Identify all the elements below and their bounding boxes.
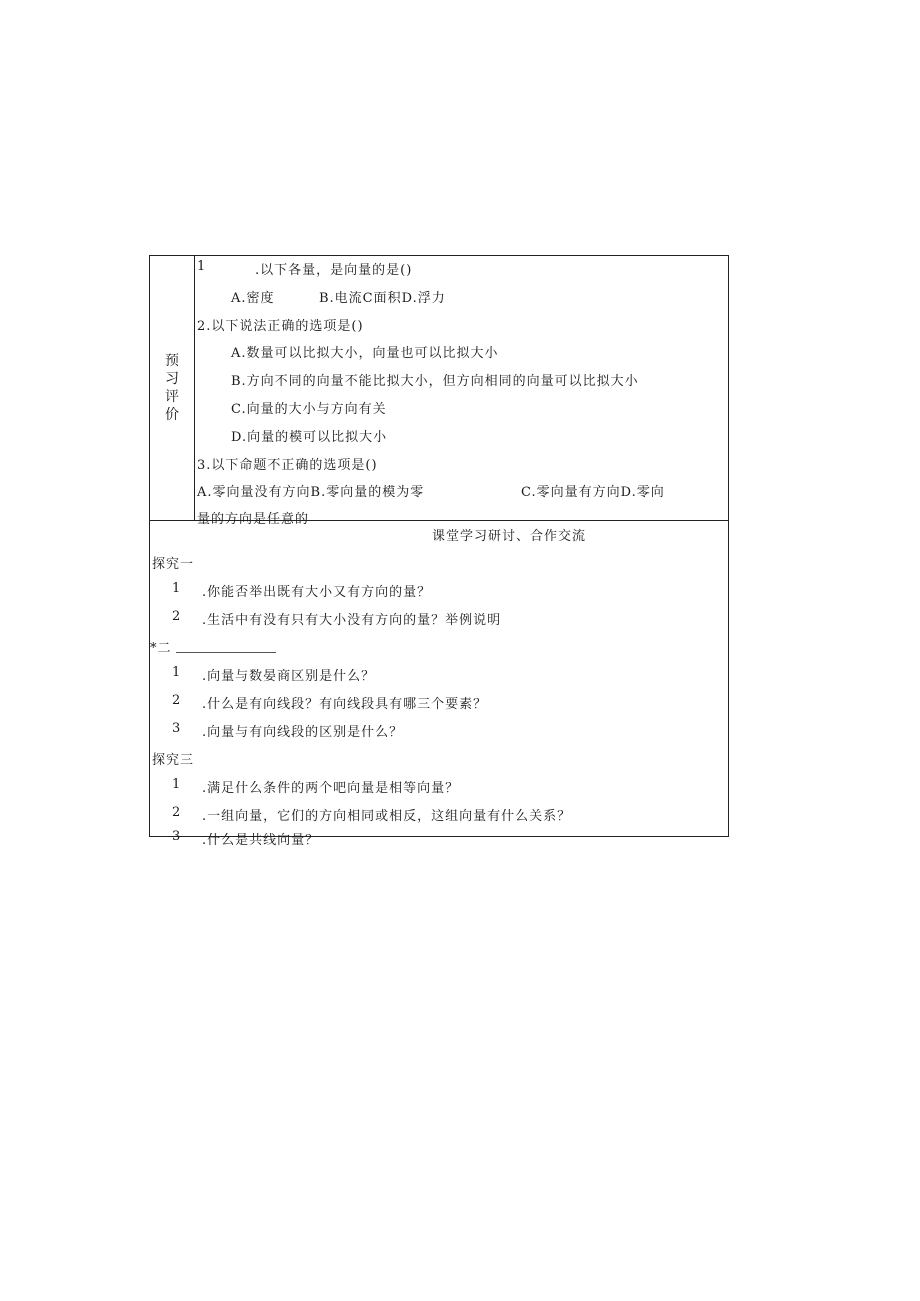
explore-2-item-1-text: .向量与数晏商区别是什么？: [202, 669, 376, 684]
explore-2-heading-underline: [176, 652, 276, 653]
explore-1-item-2-number: 2: [172, 609, 181, 624]
explore-2-item-2-number: 2: [172, 693, 181, 708]
question-2-text: 2.以下说法正确的选项是(): [197, 319, 364, 334]
preview-label-cell: [150, 256, 195, 520]
question-2-option-c: C.向量的大小与方向有关: [231, 402, 387, 417]
worksheet-table: [149, 255, 729, 848]
explore-3-heading: 探究三: [152, 753, 195, 768]
explore-2-item-2-text: .什么是有向线段？有向线段具有哪三个要素？: [202, 697, 488, 712]
question-2-option-a: A.数量可以比拟大小，向量也可以比拟大小: [231, 346, 499, 361]
explore-2-item-3-text: .向量与有向线段的区别是什么？: [202, 725, 404, 740]
question-3-continuation: 量的方向是任意的: [197, 512, 310, 527]
question-1-option-a: A.密度: [231, 291, 275, 306]
explore-1-item-1-number: 1: [172, 581, 181, 596]
question-2-option-d: D.向量的模可以比拟大小: [231, 430, 388, 445]
explore-3-item-2-number: 2: [172, 805, 181, 820]
question-3-options-ab: A.零向量没有方向B.零向量的模为零: [197, 485, 425, 500]
preview-evaluation-row: [150, 256, 728, 527]
explore-3-item-3-text: .什么是共线向量？: [202, 833, 320, 848]
explore-3-item-1-number: 1: [172, 777, 181, 792]
question-1-text: .以下各量，是向量的是(): [255, 263, 413, 278]
question-3-options-cd: C.零向量有方向D.零向: [521, 485, 665, 500]
explore-3-item-2-text: .一组向量，它们的方向相同或相反，这组向量有什么关系？: [202, 809, 572, 824]
explore-2-heading: *二: [150, 641, 172, 656]
explore-1-heading: 探究一: [152, 557, 195, 572]
classroom-discussion-row: [150, 521, 728, 848]
question-1-options-bcd: B.电流C面积D.浮力: [319, 291, 446, 306]
explore-3-item-1-text: .满足什么条件的两个吧向量是相等向量？: [202, 781, 460, 796]
classroom-section-title: 课堂学习研讨、合作交流: [431, 529, 586, 544]
explore-1-item-1-text: .你能否举出既有大小又有方向的量？: [202, 585, 432, 600]
question-3-text: 3.以下命题不正确的选项是(): [197, 458, 378, 473]
explore-1-item-2-text: .生活中有没有只有大小没有方向的量？举例说明: [202, 613, 502, 628]
explore-3-item-3-number: 3: [172, 829, 181, 844]
explore-2-item-1-number: 1: [172, 665, 181, 680]
explore-2-item-3-number: 3: [172, 721, 181, 736]
question-1-number: 1: [197, 259, 207, 274]
preview-questions: [195, 256, 728, 527]
question-2-option-b: B.方向不同的向量不能比拟大小，但方向相同的向量可以比拟大小: [231, 374, 639, 389]
preview-label: 预习评价: [165, 353, 179, 423]
